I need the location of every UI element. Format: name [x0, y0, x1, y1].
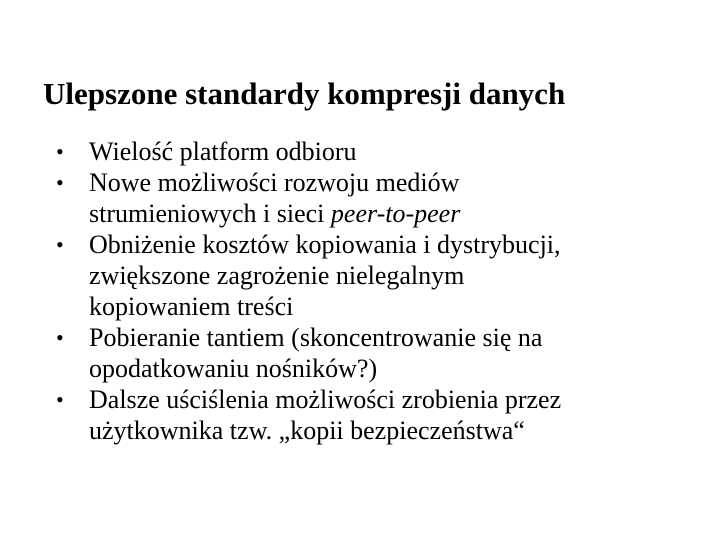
- bullet-icon: •: [56, 387, 64, 412]
- bullet-icon: •: [56, 325, 64, 350]
- bullet-text: Wielość platform odbioru: [89, 137, 357, 166]
- bullet-text: Pobieranie tantiem (skoncentrowanie się na: [89, 323, 543, 352]
- bullet-item-royalties: [56, 322, 696, 384]
- bullet-item-copying-costs: [56, 229, 696, 322]
- bullet-list: [56, 136, 696, 446]
- slide-title: Ulepszone standardy kompresji danych: [43, 76, 566, 111]
- bullet-icon: •: [56, 232, 64, 257]
- bullet-text: opodatkowaniu nośników?): [89, 354, 378, 383]
- bullet-text: użytkownika tzw. „kopii bezpieczeństwa“: [89, 416, 525, 445]
- bullet-text: Nowe możliwości rozwoju mediów: [89, 168, 460, 197]
- bullet-text: Dalsze uściślenia możliwości zrobienia przez: [89, 385, 562, 414]
- bullet-icon: •: [56, 170, 64, 195]
- bullet-text-fragment: strumieniowych i sieci: [89, 199, 331, 228]
- bullet-item-backup-copies: [56, 384, 696, 446]
- bullet-text: Obniżenie kosztów kopiowania i dystrybucji,: [89, 230, 561, 259]
- bullet-text-italic: peer-to-peer: [330, 199, 461, 228]
- bullet-item-streaming: [56, 167, 696, 229]
- bullet-text: kopiowaniem treści: [89, 292, 294, 321]
- bullet-item-platforms: [56, 136, 696, 167]
- bullet-icon: •: [56, 139, 64, 164]
- bullet-text-line: [89, 198, 696, 229]
- bullet-text: zwiększone zagrożenie nielegalnym: [89, 261, 465, 290]
